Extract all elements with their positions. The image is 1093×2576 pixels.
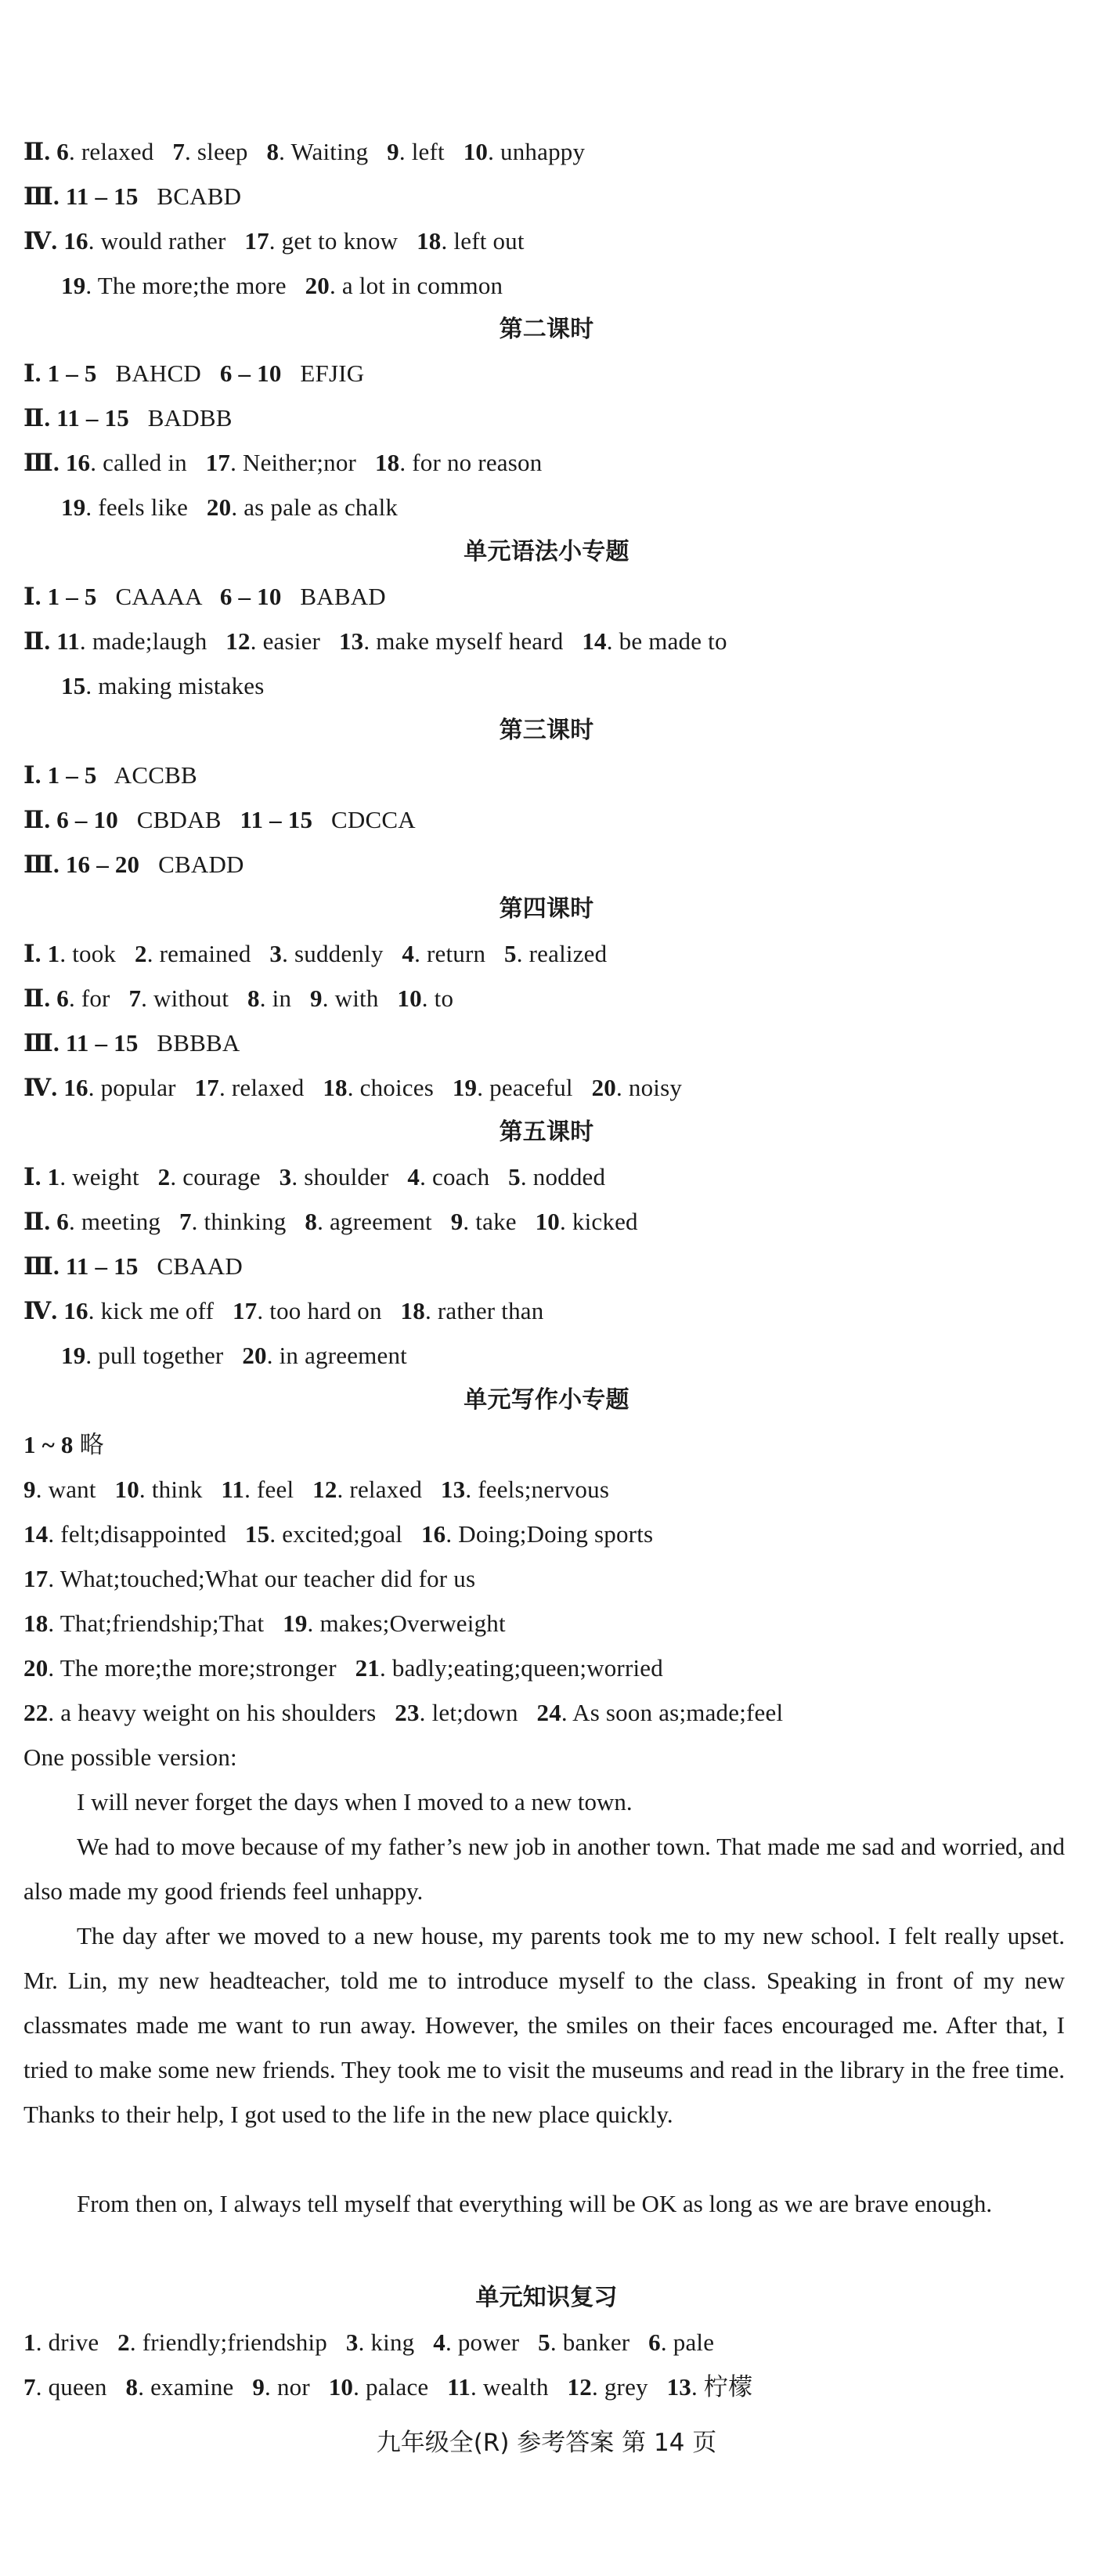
answer-line: 7. queen 8. examine 9. nor 10. palace 11. wealth 12. grey 13. 柠檬 [23, 2373, 753, 2401]
answer-line: Ⅰ. 1. took 2. remained 3. suddenly 4. return 5. realized [23, 940, 608, 967]
answer-line: Ⅳ. 16. would rather 17. get to know 18. left out [23, 227, 525, 255]
section-heading: 第五课时 [499, 1118, 594, 1146]
essay-paragraph: We had to move because of my father’s new job in another town. That made me sad and worried, and also made my good friends feel unhappy. [23, 1833, 1065, 1905]
answer-line: Ⅱ. 6. relaxed 7. sleep 8. Waiting 9. left 10. unhappy [23, 138, 586, 165]
answer-line: Ⅰ. 1 – 5 BAHCD 6 – 10 EFJIG [23, 359, 365, 387]
answer-line: 18. That;friendship;That 19. makes;Overweight [23, 1610, 506, 1637]
answer-line: Ⅲ. 16. called in 17. Neither;nor 18. for no reason [23, 449, 543, 476]
answer-line: 14. felt;disappointed 15. excited;goal 16. Doing;Doing sports [23, 1520, 654, 1548]
answer-line: 9. want 10. think 11. feel 12. relaxed 13. feels;nervous [23, 1476, 610, 1503]
section-heading: 第三课时 [499, 717, 594, 744]
answer-line: Ⅲ. 11 – 15 BCABD [23, 182, 242, 210]
answer-line: Ⅱ. 6. meeting 7. thinking 8. agreement 9. take 10. kicked [23, 1208, 638, 1235]
answer-line: 20. The more;the more;stronger 21. badly;eating;queen;worried [23, 1654, 663, 1682]
section-heading: 单元知识复习 [475, 2284, 618, 2311]
essay-paragraph: The day after we moved to a new house, my parents took me to my new school. I felt really upset. Mr. Lin, my new headteacher, told me to introduce myself to the class. Speaking in front of my new classmates made me want to run away. However, the smiles on their faces encouraged me. After that, I tried to make some new friends. They took me to visit the museums and read in the library in the free time. Thanks to their help, I got used to the life in the new place quickly. [23, 1922, 1065, 2128]
essay-paragraph: From then on, I always tell myself that everything will be OK as long as we are brave enough. [77, 2190, 993, 2217]
answer-line: 17. What;touched;What our teacher did for us [23, 1565, 476, 1592]
answer-line: Ⅳ. 16. kick me off 17. too hard on 18. rather than [23, 1297, 544, 1324]
answer-line: Ⅰ. 1 – 5 ACCBB [23, 761, 197, 789]
answer-line: 19. pull together 20. in agreement [61, 1342, 407, 1369]
essay-intro: One possible version: [23, 1743, 237, 1771]
answer-line: Ⅱ. 11. made;laugh 12. easier 13. make myself heard 14. be made to [23, 627, 727, 655]
answer-line: Ⅱ. 11 – 15 BADBB [23, 404, 233, 432]
answer-line: Ⅲ. 11 – 15 BBBBA [23, 1029, 240, 1057]
answer-line: Ⅳ. 16. popular 17. relaxed 18. choices 19. peaceful 20. noisy [23, 1074, 683, 1101]
answer-line: Ⅲ. 16 – 20 CBADD [23, 851, 244, 878]
section-heading: 第二课时 [499, 316, 594, 343]
section-heading: 单元写作小专题 [464, 1386, 629, 1414]
answer-line: 22. a heavy weight on his shoulders 23. let;down 24. As soon as;made;feel [23, 1699, 784, 1726]
answer-line: 1. drive 2. friendly;friendship 3. king 4. power 5. banker 6. pale [23, 2329, 715, 2356]
answer-line: 19. The more;the more 20. a lot in common [61, 272, 503, 299]
answer-line: Ⅰ. 1. weight 2. courage 3. shoulder 4. coach 5. nodded [23, 1163, 606, 1190]
answer-line: 15. making mistakes [61, 672, 265, 699]
answer-line: Ⅲ. 11 – 15 CBAAD [23, 1252, 243, 1280]
page-footer: 九年级全(R) 参考答案 第 14 页 [376, 2429, 717, 2457]
section-heading: 单元语法小专题 [464, 538, 629, 565]
answer-line: 1 ~ 8 略 [23, 1431, 104, 1458]
essay-paragraph: I will never forget the days when I moved to a new town. [77, 1788, 633, 1815]
answer-line: 19. feels like 20. as pale as chalk [61, 493, 399, 521]
answer-line: Ⅱ. 6. for 7. without 8. in 9. with 10. to [23, 985, 454, 1012]
section-heading: 第四课时 [499, 895, 594, 923]
answer-line: Ⅰ. 1 – 5 CAAAA 6 – 10 BABAD [23, 583, 386, 610]
answer-line: Ⅱ. 6 – 10 CBDAB 11 – 15 CDCCA [23, 806, 416, 833]
